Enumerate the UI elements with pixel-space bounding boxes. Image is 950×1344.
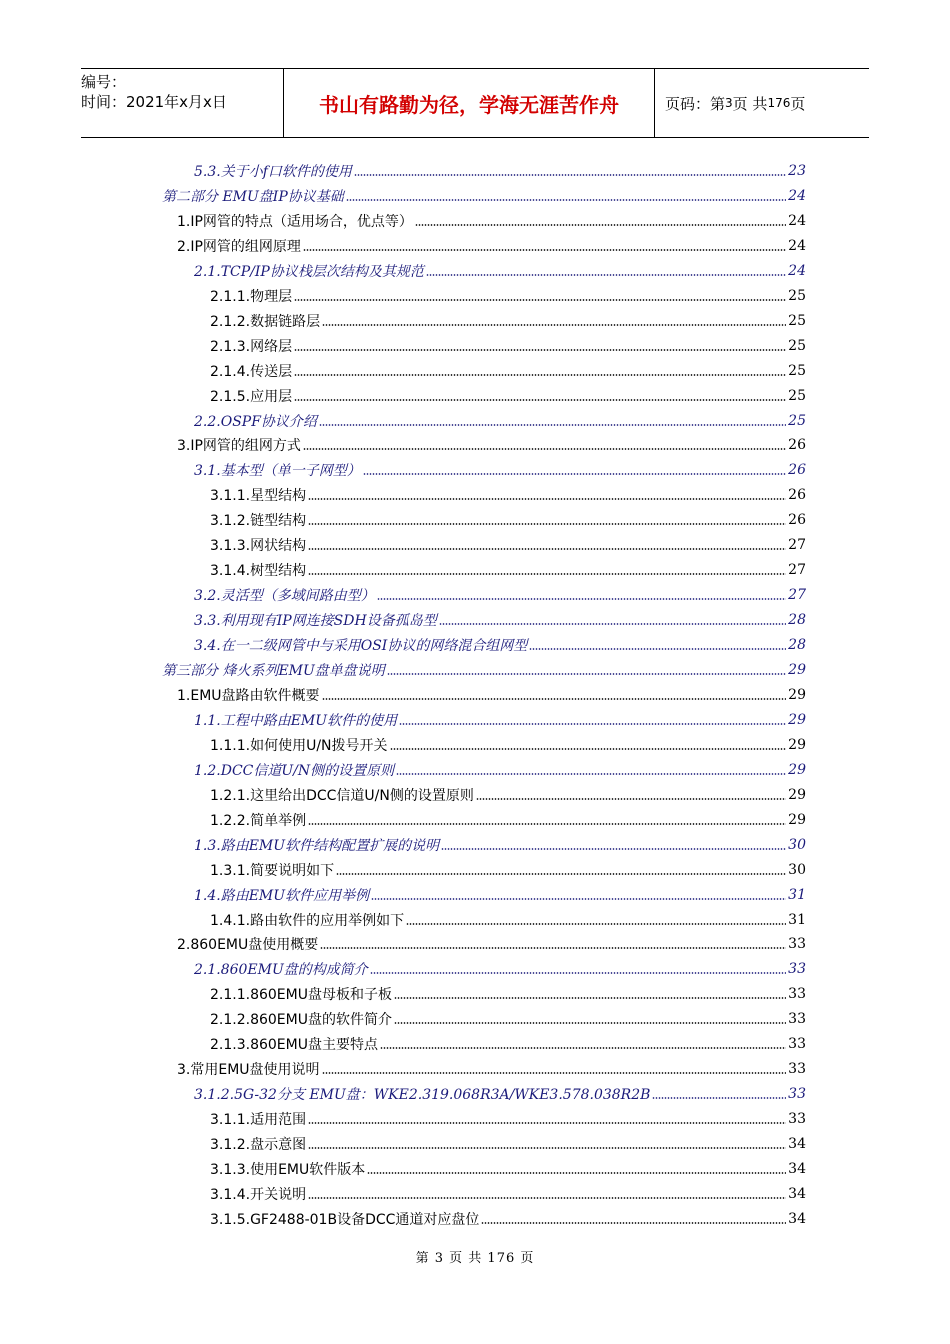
toc-entry[interactable] [162,184,806,208]
toc-leader-dots [652,1096,786,1100]
toc-leader-dots [387,672,786,676]
toc-leader-dots [294,348,786,352]
toc-entry[interactable] [177,234,806,258]
toc-entry[interactable] [210,334,806,358]
toc-entry[interactable] [177,1057,806,1081]
toc-entry-page: 26 [788,462,806,479]
toc-leader-dots [308,547,786,551]
toc-leader-dots [320,946,786,950]
toc-entry-title: 3.1.1.星型结构 [210,488,307,505]
toc-entry[interactable] [210,908,806,932]
toc-entry[interactable] [194,883,806,907]
toc-entry-page: 34 [788,1136,806,1153]
toc-entry-title: 1.3.路由EMU软件结构配置扩展的说明 [194,837,440,854]
toc-entry-title: 3.IP网管的组网方式 [177,438,301,455]
toc-leader-dots [308,522,786,526]
toc-entry[interactable] [210,808,806,832]
toc-entry-title: 3.1.3.网状结构 [210,538,307,555]
toc-entry-page: 26 [788,512,806,529]
toc-entry-title: 2.1.2.数据链路层 [210,313,321,330]
toc-entry-title: 1.2.1.这里给出DCC信道U/N侧的设置原则 [210,787,474,804]
toc-entry-title: 3.1.5.GF2488-01B设备DCC通道对应盘位 [210,1211,480,1228]
toc-entry[interactable] [210,858,806,882]
toc-entry-page: 28 [788,637,806,654]
toc-entry[interactable] [194,608,806,632]
toc-entry-page: 34 [788,1161,806,1177]
toc-entry-page: 25 [788,412,806,429]
toc-entry[interactable] [194,259,806,283]
toc-leader-dots [294,373,786,377]
toc-entry-page: 33 [788,986,806,1003]
toc-entry-page: 30 [788,836,806,853]
toc-leader-dots [322,1071,787,1075]
toc-entry-title: 1.IP网管的特点（适用场合，优点等） [177,213,413,230]
toc-leader-dots [426,273,786,277]
toc-entry-title: 3.1.4.开关说明 [210,1186,307,1203]
toc-entry-page: 25 [788,287,806,304]
toc-leader-dots [303,248,786,252]
toc-entry-title: 1.1.工程中路由EMU软件的使用 [194,712,398,729]
page-mid: 页 共 [732,94,768,113]
toc-entry-page: 27 [788,587,806,604]
toc-leader-dots [308,1196,786,1200]
toc-leader-dots [394,996,786,1000]
toc-entry-title: 2.IP网管的组网原理 [177,238,301,255]
toc-entry-page: 31 [788,911,806,928]
toc-entry-page: 29 [788,761,806,778]
toc-leader-dots [394,1021,786,1025]
toc-entry[interactable] [210,508,806,532]
toc-entry-title: 2.1.1.860EMU盘母板和子板 [210,987,392,1004]
toc-entry-title: 1.4.1.路由软件的应用举例如下 [210,912,405,929]
toc-entry-page: 25 [788,312,806,329]
toc-leader-dots [380,1046,786,1050]
toc-leader-dots [308,1146,786,1150]
toc-entry-page: 33 [788,1111,806,1128]
toc-leader-dots [481,1221,786,1225]
toc-leader-dots [346,198,786,202]
toc-entry-title: 3.1.2.链型结构 [210,513,307,530]
toc-entry[interactable] [210,733,806,757]
number-label: 编号： [81,73,127,91]
toc-entry[interactable] [210,1132,806,1156]
toc-entry[interactable] [162,658,806,682]
page-prefix: 页码：第 [665,94,726,113]
toc-entry[interactable] [210,483,806,507]
toc-entry[interactable] [194,1082,806,1106]
toc-leader-dots [439,622,786,626]
toc-leader-dots [308,572,786,576]
toc-entry-title: 第三部分 烽火系列EMU盘单盘说明 [162,663,385,679]
toc-entry-title: 2.1.4.传送层 [210,363,293,380]
toc-entry[interactable] [210,1157,806,1181]
toc-entry-page: 34 [788,1185,806,1202]
toc-entry-title: 2.1.5.应用层 [210,388,293,405]
toc-entry-title: 第二部分 EMU盘IP协议基础 [162,188,344,205]
toc-entry-page: 33 [788,1011,806,1028]
toc-leader-dots [294,298,786,302]
toc-entry[interactable] [210,558,806,582]
toc-entry-page: 23 [788,163,806,179]
toc-entry-title: 3.1.2.盘示意图 [210,1137,307,1154]
header-left-cell [81,69,283,137]
toc-entry-page: 29 [788,711,806,728]
toc-entry-page: 24 [788,212,806,229]
toc-entry-page: 33 [788,1036,806,1053]
toc-entry-title: 3.1.基本型（单一子网型） [194,463,361,480]
toc-leader-dots [319,423,786,427]
toc-entry-page: 25 [788,387,806,404]
toc-leader-dots [371,897,786,901]
page-footer: 第 3 页 共 176 页 [415,1251,535,1266]
toc-entry[interactable] [194,159,806,183]
toc-leader-dots [377,597,786,601]
toc-entry-page: 27 [788,562,806,579]
toc-entry-title: 2.2.OSPF协议介绍 [194,413,317,430]
toc-entry-page: 29 [788,686,806,703]
toc-entry-title: 1.2.DCC信道U/N侧的设置原则 [194,762,395,779]
toc-entry[interactable] [194,633,806,657]
toc-entry[interactable] [177,683,806,707]
toc-entry[interactable] [194,833,806,857]
toc-leader-dots [441,847,786,851]
toc-entry[interactable] [210,359,806,383]
toc-entry-title: 1.EMU盘路由软件概要 [177,687,320,704]
toc-leader-dots [476,797,786,801]
toc-leader-dots [396,772,786,776]
toc-entry-page: 25 [788,337,806,354]
toc-entry-page: 26 [788,437,806,454]
toc-entry[interactable] [210,982,806,1006]
toc-leader-dots [322,323,786,327]
toc-entry[interactable] [194,708,806,732]
toc-leader-dots [294,398,786,402]
toc-entry-title: 2.1.860EMU盘的构成简介 [194,962,368,979]
toc-entry-page: 27 [788,537,806,554]
toc-entry-title: 3.2.灵活型（多域间路由型） [194,588,375,605]
toc-entry[interactable] [210,309,806,333]
toc-entry-title: 3.1.1.适用范围 [210,1112,307,1129]
toc-leader-dots [308,1121,786,1125]
toc-entry-page: 24 [788,262,806,279]
toc-entry-page: 30 [788,861,806,878]
toc-entry[interactable] [210,1032,806,1056]
toc-entry-page: 24 [788,187,806,204]
toc-entry-title: 3.4.在一二级网管中与采用OSI协议的网络混合组网型 [194,638,528,655]
toc-entry-title: 3.1.3.使用EMU软件版本 [210,1162,366,1178]
toc-entry[interactable] [210,1107,806,1131]
toc-leader-dots [308,822,786,826]
toc-entry-title: 3.3.利用现有IP网连接SDH设备孤岛型 [194,613,437,630]
toc-entry[interactable] [210,1207,806,1231]
toc-entry[interactable] [210,1007,806,1031]
toc-entry-title: 5.3.关于小f口软件的使用 [194,164,352,180]
toc-entry-page: 29 [788,811,806,828]
toc-entry[interactable] [210,1182,806,1206]
toc-entry-page: 33 [788,1061,806,1078]
toc-leader-dots [367,1171,786,1175]
toc-leader-dots [399,722,786,726]
toc-entry-title: 2.1.3.860EMU盘主要特点 [210,1037,378,1054]
toc-entry[interactable] [210,533,806,557]
toc-entry-page: 29 [788,662,806,678]
toc-entry[interactable] [177,433,806,457]
toc-entry-title: 3.1.2.5G-32分支 EMU盘：WKE2.319.068R3A/WKE3.578.038R2B [194,1087,651,1104]
toc-entry-page: 34 [788,1210,806,1227]
toc-entry-title: 2.1.2.860EMU盘的软件简介 [210,1012,392,1029]
time-label: 时间：2021年x月x日 [81,93,227,111]
header-page-info [655,69,869,137]
toc-entry-page: 24 [788,237,806,254]
toc-entry-page: 29 [788,736,806,753]
toc-entry-page: 29 [788,786,806,803]
toc-leader-dots [406,922,786,926]
toc-entry[interactable] [210,284,806,308]
toc-entry-title: 2.860EMU盘使用概要 [177,937,319,954]
toc-leader-dots [303,447,786,451]
toc-entry-title: 3.常用EMU盘使用说明 [177,1062,320,1079]
toc-entry[interactable] [210,783,806,807]
toc-entry[interactable] [194,758,806,782]
toc-entry-page: 33 [788,961,806,978]
toc-leader-dots [354,173,786,177]
toc-entry-title: 1.3.1.简要说明如下 [210,862,335,879]
toc-entry-page: 28 [788,612,806,629]
toc-leader-dots [336,872,786,876]
toc-entry-title: 2.1.TCP/IP协议栈层次结构及其规范 [194,263,424,280]
toc-entry-title: 3.1.4.树型结构 [210,563,307,580]
toc-leader-dots [363,472,786,476]
toc-entry-title: 1.4.路由EMU软件应用举例 [194,887,370,904]
toc-entry-title: 1.2.2.简单举例 [210,812,307,829]
toc-entry[interactable] [194,583,806,607]
toc-entry[interactable] [177,209,806,233]
toc-leader-dots [390,747,787,751]
header-motto: 书山有路勤为径，学海无涯苦作舟 [283,69,655,137]
page-total: 176 [767,96,791,110]
page-suffix: 页 [790,94,806,113]
toc-entry-title: 1.1.1.如何使用U/N拨号开关 [210,737,388,754]
toc-entry[interactable] [194,458,806,482]
toc-entry-page: 33 [788,936,806,953]
toc-entry-title: 2.1.1.物理层 [210,288,293,305]
toc-entry[interactable] [194,409,806,433]
toc-entry-page: 33 [788,1086,806,1103]
toc-leader-dots [308,497,786,501]
toc-leader-dots [322,697,787,701]
toc-entry[interactable] [177,932,806,956]
toc-entry-title: 2.1.3.网络层 [210,338,293,355]
toc-entry[interactable] [210,384,806,408]
toc-leader-dots [370,971,786,975]
toc-entry[interactable] [194,957,806,981]
page-current: 3 [725,96,733,110]
toc-leader-dots [415,223,786,227]
toc-entry-page: 26 [788,487,806,504]
page-header [81,68,869,138]
toc-entry-page: 25 [788,362,806,379]
toc-leader-dots [529,647,786,651]
toc-entry-page: 31 [788,886,806,903]
